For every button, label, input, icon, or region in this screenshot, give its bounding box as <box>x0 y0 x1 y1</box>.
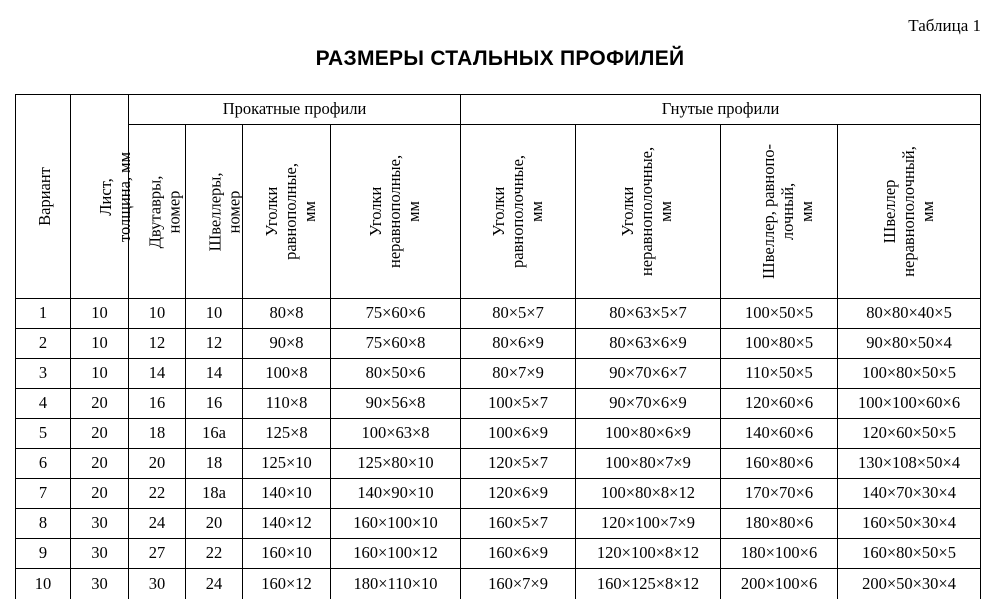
table-cell: 180×110×10 <box>331 569 461 600</box>
header-group-rolled-profiles: Прокатные профили <box>129 95 461 125</box>
table-cell: 4 <box>16 389 71 419</box>
table-cell: 160×12 <box>243 569 331 600</box>
table-number-caption: Таблица 1 <box>908 16 981 35</box>
table-row <box>16 539 981 569</box>
table-cell: 16а <box>186 419 243 449</box>
table-cell: 100×100×60×6 <box>838 389 981 419</box>
table-cell: 110×8 <box>243 389 331 419</box>
table-cell: 30 <box>71 539 129 569</box>
header-sheet-thickness: Лист, толщина, мм <box>71 95 129 299</box>
table-cell: 90×8 <box>243 329 331 359</box>
header-variant: Вариант <box>16 95 71 299</box>
table-cell: 140×12 <box>243 509 331 539</box>
table-cell: 120×6×9 <box>461 479 576 509</box>
table-cell: 80×50×6 <box>331 359 461 389</box>
table-cell: 100×80×6×9 <box>576 419 721 449</box>
table-cell: 22 <box>186 539 243 569</box>
table-cell: 120×60×50×5 <box>838 419 981 449</box>
table-cell: 140×90×10 <box>331 479 461 509</box>
header-channels: Швеллеры, номер <box>186 125 243 299</box>
table-cell: 160×80×50×5 <box>838 539 981 569</box>
header-unequal-angles-bent: Уголки неравнополочные, мм <box>576 125 721 299</box>
table-cell: 110×50×5 <box>721 359 838 389</box>
table-cell: 200×50×30×4 <box>838 569 981 600</box>
steel-profiles-table <box>15 94 981 599</box>
table-cell: 120×5×7 <box>461 449 576 479</box>
header-unequal-angles-rolled: Уголки неравнополные, мм <box>331 125 461 299</box>
table-cell: 180×100×6 <box>721 539 838 569</box>
table-cell: 18а <box>186 479 243 509</box>
table-cell: 120×60×6 <box>721 389 838 419</box>
table-cell: 18 <box>186 449 243 479</box>
table-cell: 90×70×6×9 <box>576 389 721 419</box>
table-cell: 14 <box>129 359 186 389</box>
table-cell: 90×56×8 <box>331 389 461 419</box>
table-cell: 80×8 <box>243 299 331 329</box>
table-cell: 20 <box>71 479 129 509</box>
table-cell: 12 <box>186 329 243 359</box>
header-i-beams: Двутавры, номер <box>129 125 186 299</box>
table-row <box>16 329 981 359</box>
table-cell: 90×80×50×4 <box>838 329 981 359</box>
table-cell: 14 <box>186 359 243 389</box>
table-cell: 200×100×6 <box>721 569 838 600</box>
table-cell: 80×5×7 <box>461 299 576 329</box>
table-cell: 80×63×5×7 <box>576 299 721 329</box>
header-equal-angles-bent: Уголки равнополочные, мм <box>461 125 576 299</box>
table-cell: 18 <box>129 419 186 449</box>
document-title: РАЗМЕРЫ СТАЛЬНЫХ ПРОФИЛЕЙ <box>315 47 685 70</box>
table-cell: 24 <box>186 569 243 600</box>
table-cell: 20 <box>71 419 129 449</box>
table-cell: 3 <box>16 359 71 389</box>
table-cell: 100×63×8 <box>331 419 461 449</box>
table-row <box>16 479 981 509</box>
header-unequal-channel-bent: Швеллер неравнополочный, мм <box>838 125 981 299</box>
table-cell: 30 <box>71 509 129 539</box>
table-cell: 10 <box>129 299 186 329</box>
table-cell: 170×70×6 <box>721 479 838 509</box>
table-cell: 160×50×30×4 <box>838 509 981 539</box>
table-cell: 100×80×50×5 <box>838 359 981 389</box>
table-cell: 20 <box>71 449 129 479</box>
table-cell: 10 <box>71 299 129 329</box>
table-cell: 20 <box>71 389 129 419</box>
table-cell: 10 <box>186 299 243 329</box>
table-body <box>16 299 981 600</box>
table-cell: 140×70×30×4 <box>838 479 981 509</box>
table-row <box>16 419 981 449</box>
table-cell: 20 <box>129 449 186 479</box>
table-row <box>16 389 981 419</box>
table-cell: 100×80×8×12 <box>576 479 721 509</box>
table-row <box>16 509 981 539</box>
table-cell: 9 <box>16 539 71 569</box>
table-cell: 160×125×8×12 <box>576 569 721 600</box>
table-cell: 10 <box>71 329 129 359</box>
table-cell: 80×63×6×9 <box>576 329 721 359</box>
table-cell: 140×60×6 <box>721 419 838 449</box>
table-cell: 100×80×7×9 <box>576 449 721 479</box>
header-equal-channel-bent: Швеллер, равнопо- лочный, мм <box>721 125 838 299</box>
table-cell: 30 <box>71 569 129 600</box>
header-equal-angles-rolled: Уголки равнополные, мм <box>243 125 331 299</box>
table-cell: 100×6×9 <box>461 419 576 449</box>
table-cell: 140×10 <box>243 479 331 509</box>
table-row <box>16 569 981 600</box>
table-cell: 1 <box>16 299 71 329</box>
table-cell: 75×60×6 <box>331 299 461 329</box>
table-cell: 90×70×6×7 <box>576 359 721 389</box>
table-cell: 80×7×9 <box>461 359 576 389</box>
table-row <box>16 449 981 479</box>
table-cell: 120×100×8×12 <box>576 539 721 569</box>
header-group-bent-profiles: Гнутые профили <box>461 95 981 125</box>
table-cell: 30 <box>129 569 186 600</box>
table-cell: 160×7×9 <box>461 569 576 600</box>
table-cell: 160×100×12 <box>331 539 461 569</box>
table-cell: 180×80×6 <box>721 509 838 539</box>
table-cell: 20 <box>186 509 243 539</box>
table-cell: 7 <box>16 479 71 509</box>
table-cell: 6 <box>16 449 71 479</box>
table-row <box>16 359 981 389</box>
table-cell: 160×10 <box>243 539 331 569</box>
table-cell: 10 <box>16 569 71 600</box>
table-cell: 125×10 <box>243 449 331 479</box>
table-cell: 5 <box>16 419 71 449</box>
table-cell: 75×60×8 <box>331 329 461 359</box>
table-cell: 2 <box>16 329 71 359</box>
table-cell: 22 <box>129 479 186 509</box>
table-cell: 24 <box>129 509 186 539</box>
table-cell: 160×80×6 <box>721 449 838 479</box>
table-cell: 160×100×10 <box>331 509 461 539</box>
table-cell: 100×80×5 <box>721 329 838 359</box>
table-cell: 125×80×10 <box>331 449 461 479</box>
table-cell: 125×8 <box>243 419 331 449</box>
table-cell: 120×100×7×9 <box>576 509 721 539</box>
table-cell: 160×6×9 <box>461 539 576 569</box>
table-cell: 100×8 <box>243 359 331 389</box>
table-cell: 80×80×40×5 <box>838 299 981 329</box>
table-cell: 16 <box>186 389 243 419</box>
table-cell: 27 <box>129 539 186 569</box>
table-cell: 16 <box>129 389 186 419</box>
table-row <box>16 299 981 329</box>
table-cell: 8 <box>16 509 71 539</box>
table-cell: 80×6×9 <box>461 329 576 359</box>
table-cell: 100×50×5 <box>721 299 838 329</box>
table-cell: 12 <box>129 329 186 359</box>
table-cell: 130×108×50×4 <box>838 449 981 479</box>
table-cell: 10 <box>71 359 129 389</box>
table-cell: 100×5×7 <box>461 389 576 419</box>
table-cell: 160×5×7 <box>461 509 576 539</box>
